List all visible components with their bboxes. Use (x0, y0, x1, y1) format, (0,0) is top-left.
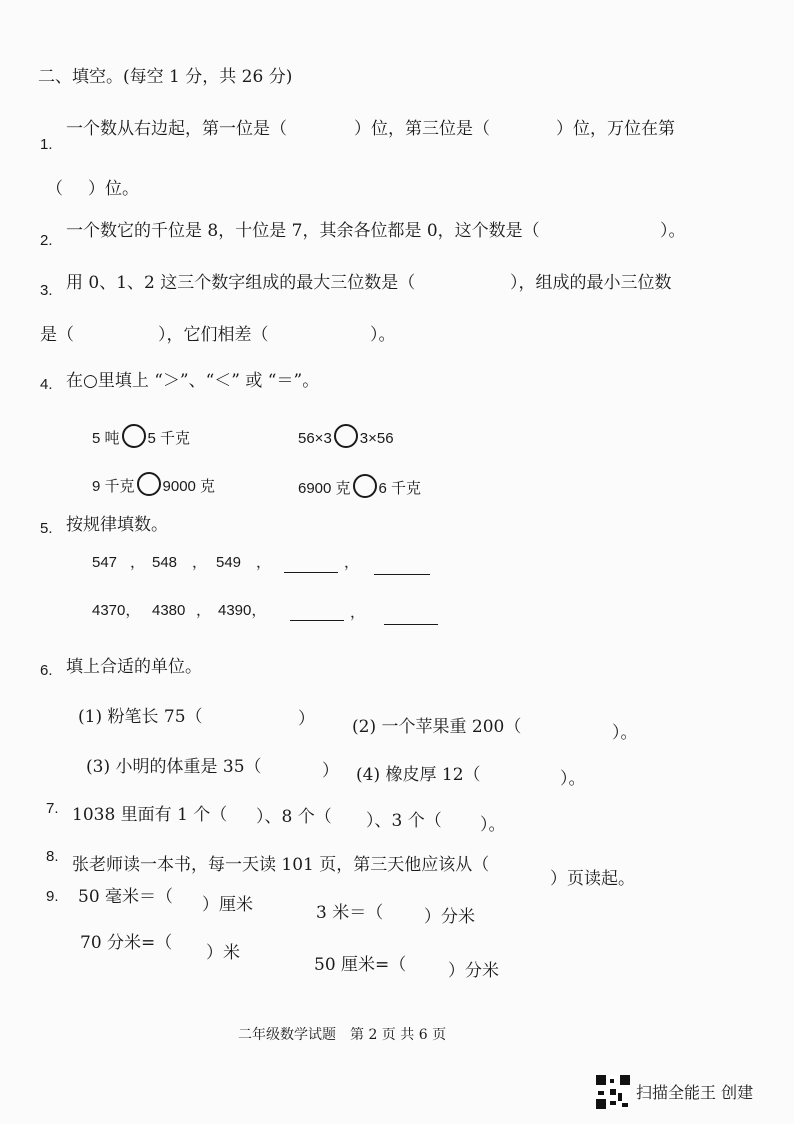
q8-number: 8. (46, 848, 59, 865)
q3-text-b: ），组成的最小三位数 (510, 273, 672, 293)
q1-text-d: （ (46, 179, 63, 199)
q6-p3-end: ） (322, 761, 339, 781)
q5-answer-line[interactable] (384, 624, 438, 625)
q9-b1: 3 米＝（ (316, 903, 384, 923)
q3-text-c: 是（ (40, 325, 74, 345)
scanner-watermark: 扫描全能王 创建 (636, 1083, 754, 1102)
q6-p4: (4) 橡皮厚 12（ (356, 765, 481, 785)
q6-p3: (3) 小明的体重是 35（ (86, 757, 262, 777)
q2-number: 2. (40, 232, 53, 249)
q4-item-1-right: 5 千克 (147, 430, 191, 447)
q5-row1-v1: 547 (92, 554, 118, 571)
q2-text-b: ）。 (660, 221, 686, 241)
q3-text-a: 用 0、1、2 这三个数字组成的最大三位数是（ (66, 273, 416, 293)
compare-circle-icon[interactable] (122, 424, 146, 448)
q3-number: 3. (40, 282, 53, 299)
q9-b2: ）分米 (424, 907, 475, 927)
section-title: 二、填空。(每空 1 分，共 26 分) (38, 67, 293, 87)
q4-item-4-left: 6900 克 (298, 480, 351, 497)
q8-text-b: ）页读起。 (550, 869, 635, 889)
q6-p1: (1) 粉笔长 75（ (78, 707, 203, 727)
q6-p2: (2) 一个苹果重 200（ (352, 717, 522, 737)
q4-item-3 (92, 472, 215, 498)
q9-a2: ）厘米 (202, 895, 253, 915)
q4-item-4 (298, 474, 421, 500)
compare-circle-icon[interactable] (353, 474, 377, 498)
q9-a1: 50 毫米＝（ (78, 887, 174, 907)
q4-number: 4. (40, 376, 53, 393)
q4-item-2 (298, 424, 394, 450)
q5-answer-line[interactable] (284, 572, 338, 573)
q4-item-4-right: 6 千克 (378, 480, 422, 497)
q9-d1: 50 厘米=（ (314, 955, 407, 975)
q1-text-e: ）位。 (88, 179, 139, 199)
compare-circle-icon[interactable] (137, 472, 161, 496)
q6-p1-end: ） (298, 709, 315, 729)
q5-row2-v3: 4390， (218, 602, 267, 619)
q3-text-e: ）。 (370, 325, 396, 345)
q5-row1-c4: ， (344, 554, 360, 571)
q2-text-a: 一个数它的千位是 8，十位是 7，其余各位都是 0，这个数是（ (66, 221, 540, 241)
q5-row2-v1: 4370， (92, 602, 141, 619)
page-footer: 二年级数学试题 第 2 页 共 6 页 (238, 1027, 447, 1043)
q5-row2-v2: 4380 (152, 602, 186, 619)
q1-text-a: 一个数从右边起，第一位是（ (66, 119, 287, 139)
q4-item-3-left: 9 千克 (92, 478, 135, 495)
q5-row1-c1: ， (130, 554, 146, 571)
q7-number: 7. (46, 800, 59, 817)
q9-c2: ）米 (206, 943, 240, 963)
q6-number: 6. (40, 662, 53, 679)
q8-text-a: 张老师读一本书，每一天读 101 页，第三天他应该从（ (72, 855, 490, 875)
q5-row1-c3: ， (256, 554, 272, 571)
q1-text-b: ）位，第三位是（ (354, 119, 490, 139)
q7-text-b: ）、8 个（ (256, 807, 332, 827)
q5-answer-line[interactable] (374, 574, 430, 575)
q4-item-3-right: 9000 克 (162, 478, 216, 495)
q4-item-2-right: 3×56 (359, 430, 394, 447)
q5-row1-v2: 548 (152, 554, 178, 571)
q7-text-c: ）、3 个（ (366, 811, 442, 831)
q4-text: 在○里填上 “＞”、“＜” 或 “＝”。 (66, 371, 320, 391)
q5-number: 5. (40, 520, 53, 537)
q6-text: 填上合适的单位。 (66, 657, 202, 677)
q4-item-2-left: 56×3 (298, 430, 332, 447)
q6-p2-end: ）。 (612, 723, 638, 743)
compare-circle-icon[interactable] (334, 424, 358, 448)
q6-p4-end: ）。 (560, 769, 586, 789)
q4-item-1-left: 5 吨 (92, 430, 120, 447)
q9-d2: ）分米 (448, 961, 499, 981)
q1-text-c: ）位，万位在第 (556, 119, 675, 139)
q3-text-d: ），它们相差（ (158, 325, 269, 345)
q5-row2-c2: ， (350, 604, 366, 621)
q9-c1: 70 分米=（ (80, 933, 173, 953)
q5-answer-line[interactable] (290, 620, 344, 621)
q7-text-a: 1038 里面有 1 个（ (72, 805, 228, 825)
q5-row1-v3: 549 (216, 554, 242, 571)
q5-text: 按规律填数。 (66, 515, 168, 535)
q5-row2-c1: ， (196, 602, 212, 619)
q1-number: 1. (40, 136, 53, 153)
q7-text-d: ）。 (480, 815, 506, 835)
q5-row1-c2: ， (192, 554, 208, 571)
qr-code-icon (596, 1075, 630, 1109)
q9-number: 9. (46, 888, 59, 905)
q4-item-1 (92, 424, 190, 450)
